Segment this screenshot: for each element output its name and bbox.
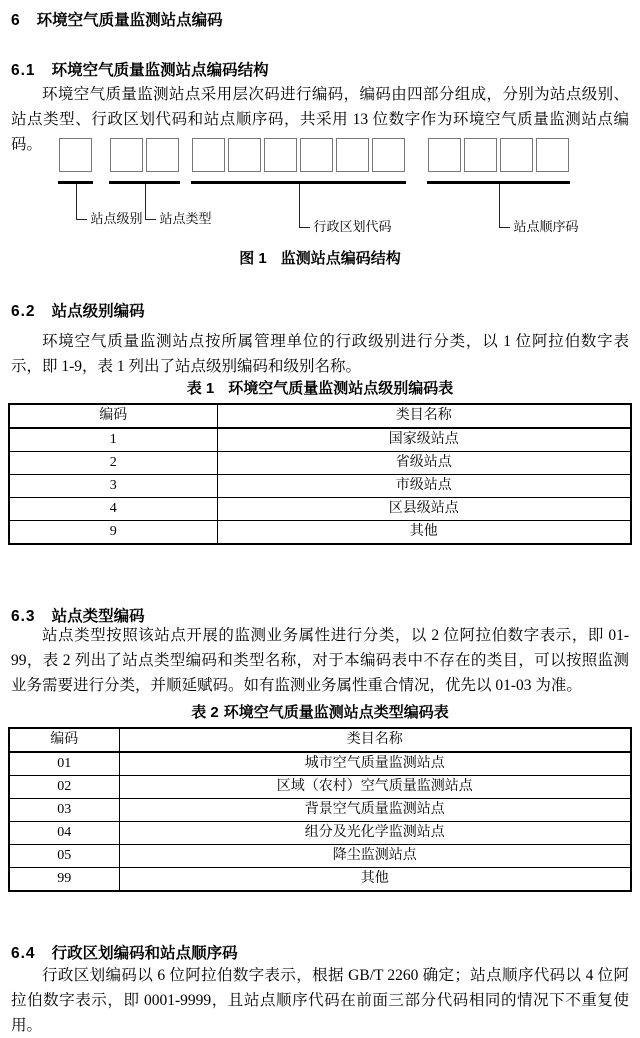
section-number: 6.1	[11, 61, 36, 79]
table-cell: 市级站点	[217, 475, 631, 498]
table-1-caption	[0, 378, 640, 399]
digit-box	[372, 138, 405, 172]
table-cell: 省级站点	[217, 452, 631, 475]
section-title: 站点级别编码	[51, 302, 145, 320]
table-cell: 降尘监测站点	[119, 845, 631, 868]
digit-box	[336, 138, 369, 172]
digit-box	[300, 138, 333, 172]
code-structure-figure	[0, 138, 640, 248]
connector-tick	[499, 227, 510, 229]
table-2-caption	[0, 702, 640, 723]
figure-caption-label: 图 1	[239, 250, 267, 267]
section-number: 6	[11, 12, 21, 30]
level-code-table	[8, 403, 632, 545]
table-row	[9, 822, 631, 845]
code-segment	[59, 138, 143, 226]
digit-box	[428, 138, 461, 172]
segment-label: 站点级别	[90, 211, 143, 226]
digit-boxes	[428, 138, 569, 172]
column-header: 编码	[9, 728, 119, 752]
digit-boxes	[192, 138, 405, 172]
connector-line	[76, 184, 78, 220]
type-code-table	[8, 727, 632, 892]
table-caption-title: 环境空气质量监测站点类型编码表	[223, 704, 449, 721]
table-row	[9, 498, 631, 521]
column-header: 类目名称	[217, 404, 631, 428]
table-caption-title: 环境空气质量监测站点级别编码表	[228, 380, 454, 397]
table-row	[9, 752, 631, 776]
digit-boxes	[110, 138, 179, 172]
section-number: 6.4	[11, 944, 36, 962]
column-header: 类目名称	[119, 728, 631, 752]
section-title: 站点类型编码	[51, 607, 145, 625]
table-header-row	[9, 404, 631, 428]
table-cell: 区县级站点	[217, 498, 631, 521]
code-segment	[428, 138, 579, 234]
table-cell: 03	[9, 799, 119, 822]
digit-box	[264, 138, 297, 172]
table-cell: 1	[9, 428, 217, 452]
table-cell: 02	[9, 776, 119, 799]
digit-box	[192, 138, 225, 172]
table-cell: 99	[9, 868, 119, 892]
section-number: 6.3	[11, 607, 36, 625]
table-cell: 2	[9, 452, 217, 475]
digit-box	[228, 138, 261, 172]
table-row	[9, 868, 631, 892]
code-segment	[192, 138, 405, 234]
connector-tick	[145, 219, 156, 221]
table-cell: 4	[9, 498, 217, 521]
table-cell: 其他	[217, 521, 631, 545]
section-6-2-heading	[11, 301, 629, 323]
segment-label: 站点类型	[159, 211, 212, 226]
table-row	[9, 776, 631, 799]
digit-box	[464, 138, 497, 172]
section-6-heading	[11, 10, 629, 32]
column-header: 编码	[9, 404, 217, 428]
table-caption-label: 表 2	[191, 704, 219, 721]
section-number: 6.2	[11, 302, 36, 320]
connector-tick	[76, 219, 87, 221]
section-6-1-heading	[11, 60, 629, 82]
section-6-2-paragraph: 环境空气质量监测站点按所属管理单位的行政级别进行分类，以 1 位阿拉伯数字表示，即 1-9，表 1 列出了站点级别编码和级别名称。	[11, 333, 629, 375]
section-title: 行政区划编码和站点顺序码	[51, 944, 238, 962]
segment-label: 站点顺序码	[513, 219, 579, 234]
section-title: 环境空气质量监测站点编码	[36, 12, 223, 30]
table-row	[9, 428, 631, 452]
connector-tick	[299, 227, 310, 229]
table-cell: 组分及光化学监测站点	[119, 822, 631, 845]
connector-line	[499, 184, 501, 228]
table-row	[9, 475, 631, 498]
table-caption-label: 表 1	[186, 380, 215, 397]
section-6-4-heading	[11, 943, 629, 965]
table-row	[9, 799, 631, 822]
table-cell: 04	[9, 822, 119, 845]
digit-box	[59, 138, 92, 172]
table-row	[9, 845, 631, 868]
table-row	[9, 521, 631, 545]
table-cell: 01	[9, 752, 119, 776]
section-title: 环境空气质量监测站点编码结构	[51, 61, 269, 79]
figure-caption-title: 监测站点编码结构	[280, 250, 401, 267]
digit-boxes	[59, 138, 92, 172]
table-cell: 9	[9, 521, 217, 545]
segment-label: 行政区划代码	[313, 219, 392, 234]
section-6-1-paragraph: 环境空气质量监测站点采用层次码进行编码，编码由四部分组成，分别为站点级别、站点类型、行政区划代码和站点顺序码，共采用 13 位数字作为环境空气质量监测站点编码。	[11, 86, 629, 153]
table-cell: 背景空气质量监测站点	[119, 799, 631, 822]
table-header-row	[9, 728, 631, 752]
table-cell: 05	[9, 845, 119, 868]
table-cell: 3	[9, 475, 217, 498]
digit-box	[110, 138, 143, 172]
figure-caption	[0, 248, 640, 269]
digit-box	[500, 138, 533, 172]
table-cell: 区域（农村）空气质量监测站点	[119, 776, 631, 799]
digit-box	[146, 138, 179, 172]
digit-box	[536, 138, 569, 172]
section-6-4-paragraph: 行政区划编码以 6 位阿拉伯数字表示，根据 GB/T 2260 确定；站点顺序代码以 4 位阿拉伯数字表示，即 0001-9999，且站点顺序代码在前面三部分代码相同的情况下不重复使用。	[11, 967, 629, 1034]
connector-line	[145, 184, 147, 220]
table-cell: 其他	[119, 868, 631, 892]
section-6-3-paragraph: 站点类型按照该站点开展的监测业务属性进行分类，以 2 位阿拉伯数字表示，即 01-99，表 2 列出了站点类型编码和类型名称，对于本编码表中不存在的类目，可以按照监测业务需要进行分类，并顺延赋码。如有监测业务属性重合情况，优先以 01-03 为准。	[11, 627, 629, 694]
table-cell: 城市空气质量监测站点	[119, 752, 631, 776]
table-row	[9, 452, 631, 475]
connector-line	[299, 184, 301, 228]
table-cell: 国家级站点	[217, 428, 631, 452]
